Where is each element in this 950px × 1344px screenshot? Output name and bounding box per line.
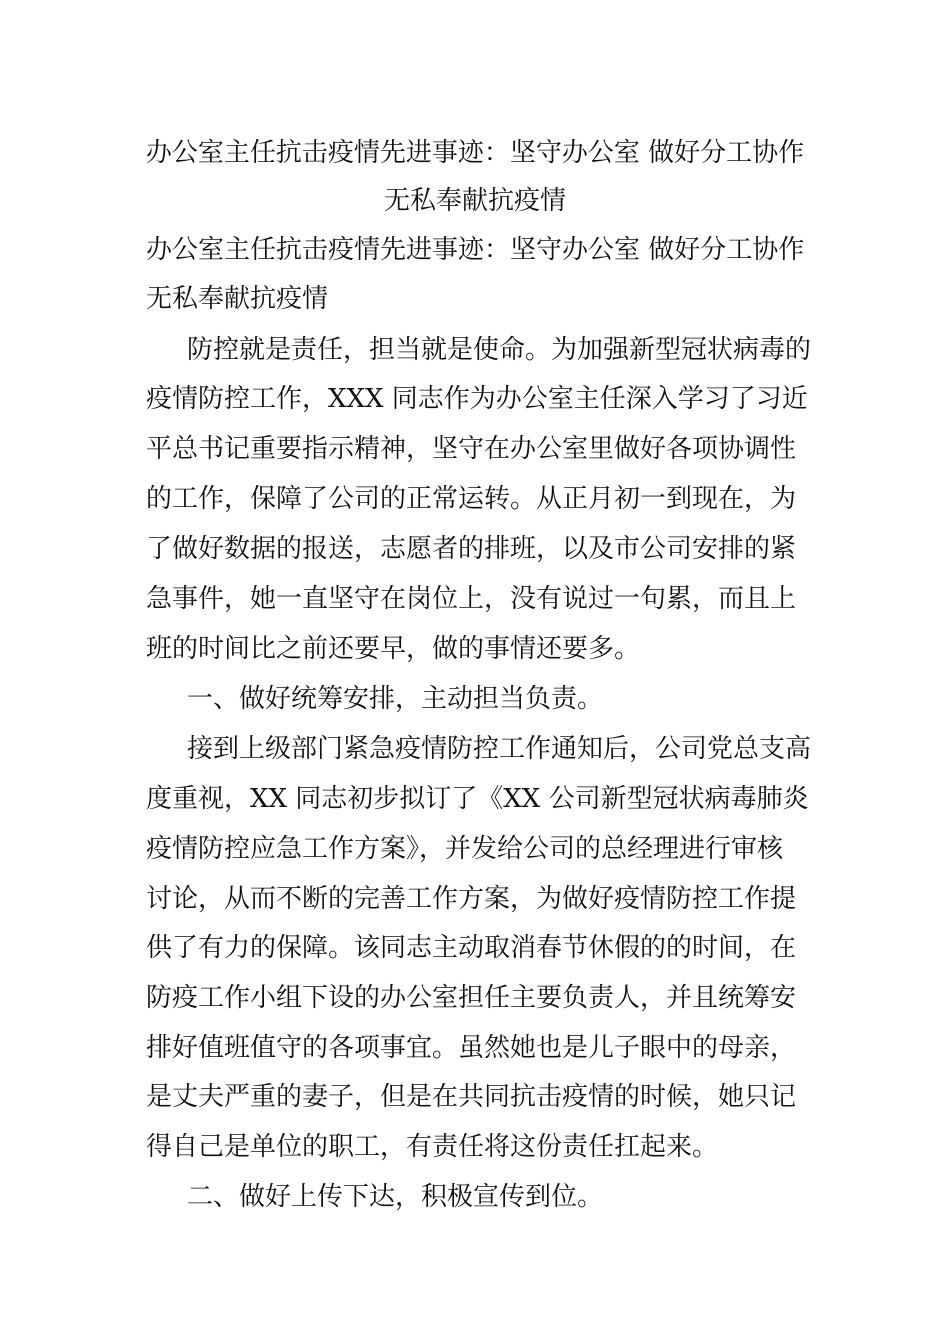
- paragraph-line: 急事件，她一直坚守在岗位上，没有说过一句累，而且上: [146, 584, 797, 614]
- paragraph-line: 得自己是单位的职工，有责任将这份责任扛起来。: [146, 1132, 719, 1162]
- document-title-line-1: 办公室主任抗击疫情先进事迹：坚守办公室 做好分工协作: [145, 138, 805, 168]
- paragraph-line: 防疫工作小组下设的办公室担任主要负责人，并且统筹安: [146, 983, 797, 1013]
- paragraph-line: 讨论，从而不断的完善工作方案，为做好疫情防控工作提: [146, 884, 797, 914]
- paragraph-line: 是丈夫严重的妻子，但是在共同抗击疫情的时候，她只记: [146, 1082, 797, 1112]
- paragraph-line: 平总书记重要指示精神，坚守在办公室里做好各项协调性: [146, 434, 797, 464]
- paragraph-line: 疫情防控应急工作方案》，并发给公司的总经理进行审核: [146, 834, 784, 864]
- paragraph-line: 疫情防控工作，XXX 同志作为办公室主任深入学习了习近: [146, 384, 808, 414]
- paragraph-line: 供了有力的保障。该同志主动取消春节休假的的时间，在: [146, 933, 797, 963]
- paragraph-line: 了做好数据的报送，志愿者的排班，以及市公司安排的紧: [146, 534, 797, 564]
- paragraph-line: 度重视，XX 同志初步拟订了《XX 公司新型冠状病毒肺炎: [146, 784, 809, 814]
- paragraph-line: 的工作，保障了公司的正常运转。从正月初一到现在，为: [146, 484, 797, 514]
- section-heading-2: 二、做好上传下达，积极宣传到位。: [187, 1182, 604, 1212]
- paragraph-line: 防控就是责任，担当就是使命。为加强新型冠状病毒的: [187, 335, 812, 365]
- section-heading-1: 一、做好统筹安排，主动担当负责。: [187, 684, 604, 714]
- document-title-line-2: 无私奉献抗疫情: [383, 186, 566, 216]
- heading-repeat-line-1: 办公室主任抗击疫情先进事迹：坚守办公室 做好分工协作: [146, 235, 805, 265]
- paragraph-line: 接到上级部门紧急疫情防控工作通知后，公司党总支高: [187, 734, 812, 764]
- paragraph-line: 排好值班值守的各项事宜。虽然她也是儿子眼中的母亲，: [146, 1033, 797, 1063]
- paragraph-line: 班的时间比之前还要早，做的事情还要多。: [146, 634, 641, 664]
- heading-repeat-line-2: 无私奉献抗疫情: [146, 284, 329, 314]
